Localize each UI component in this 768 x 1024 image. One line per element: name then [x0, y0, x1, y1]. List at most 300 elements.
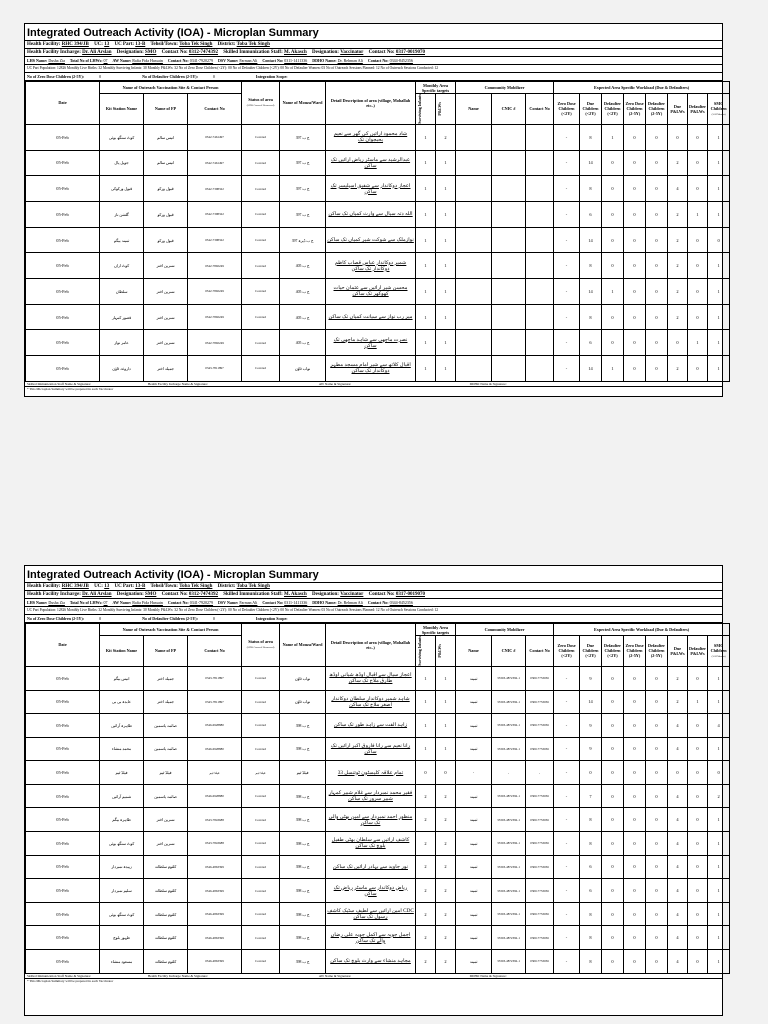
- cell-cm-name: [456, 330, 492, 356]
- cell-mouza: 398 ج ب: [280, 926, 326, 950]
- cell-def-25: 0: [646, 124, 668, 150]
- sheet-title: Integrated Outreach Activity (IOA) - Microplan Summary: [25, 566, 722, 583]
- cell-cnic: [492, 201, 526, 227]
- cell-due-lt2: 8: [580, 124, 602, 150]
- cell-area-desc: مجاہد منشاء سے وارث بلوچ تک ساکن: [326, 950, 416, 974]
- cell-def-plw: 0: [688, 714, 708, 738]
- cell-contact: 0343-7843688: [188, 808, 242, 832]
- cell-zd-lt2: -: [554, 902, 580, 926]
- cell-cnic: [492, 304, 526, 330]
- cell-mouza: 398 ج ب: [280, 879, 326, 903]
- cell-surviving-infants: 1: [416, 176, 436, 202]
- cell-due-lt2: 9: [580, 666, 602, 690]
- cell-kit-station: گلشن ناز: [100, 201, 144, 227]
- cell-cnic: 33303-4872392-1: [492, 879, 526, 903]
- cell-plws: 1: [436, 176, 456, 202]
- cell-def-lt2: 1: [602, 356, 624, 382]
- cell-date: 05-Feb: [26, 124, 100, 150]
- cell-cnic: 33303-4872392-1: [492, 666, 526, 690]
- cell-cm-contact: 0300-7753036: [526, 855, 554, 879]
- cell-def-plw: 0: [688, 855, 708, 879]
- cell-surviving-infants: 1: [416, 666, 436, 690]
- cell-smc: 0: [708, 761, 730, 785]
- cell-cm-name: [456, 150, 492, 176]
- cell-surviving-infants: 2: [416, 832, 436, 856]
- cell-plws: 1: [436, 150, 456, 176]
- cell-kit-station: زبیدہ نمبردار: [100, 855, 144, 879]
- cell-mouza: نواب ٹاؤن: [280, 356, 326, 382]
- cell-area-desc: شاد محمود ارائیں کی گھر سے نعیم بحبجوان تک: [326, 124, 416, 150]
- table-body: [26, 666, 730, 973]
- cell-plws: 1: [436, 304, 456, 330]
- cell-contact: 0342-7398322: [188, 176, 242, 202]
- cell-cnic: 33303-4872392-1: [492, 808, 526, 832]
- cell-cnic: [492, 330, 526, 356]
- col-zd-lt2: Zero Dose Children (<2Y): [554, 94, 580, 125]
- cell-date: 05-Feb: [26, 330, 100, 356]
- cell-fp-name: جمیلہ اختر: [144, 690, 188, 714]
- cell-status: Covered: [242, 902, 280, 926]
- cell-contact: 0342-7892249: [188, 304, 242, 330]
- col-cm-name: Name: [456, 636, 492, 667]
- cell-contact: 0342-7398322: [188, 227, 242, 253]
- cell-kit-station: کوٹ سنگھ بوئی: [100, 832, 144, 856]
- cell-date: 05-Feb: [26, 737, 100, 761]
- cell-status: Covered: [242, 666, 280, 690]
- cell-cnic: [492, 253, 526, 279]
- cell-date: 05-Feb: [26, 304, 100, 330]
- cell-due-lt2: 14: [580, 227, 602, 253]
- cell-def-25: 0: [646, 714, 668, 738]
- cell-surviving-infants: 0: [416, 761, 436, 785]
- table-row: [26, 690, 730, 714]
- cell-cm-contact: 0300-7753036: [526, 714, 554, 738]
- cell-def-plw: 0: [688, 926, 708, 950]
- cell-contact: 0342-7892249: [188, 279, 242, 305]
- cell-zd-lt2: -: [554, 356, 580, 382]
- cell-status: Covered: [242, 950, 280, 974]
- col-contact: Contact No: [188, 94, 242, 125]
- cell-due-lt2: 14: [580, 690, 602, 714]
- cell-fp-name: کلثوم سلطانہ: [144, 902, 188, 926]
- col-area-desc: Detail Description of area (village, Mohallah etc..): [326, 624, 416, 667]
- cell-mouza: 398 ج ب: [280, 832, 326, 856]
- cell-area-desc: نصرت ماچھی سے شاہد ماچھی تک ساکن: [326, 330, 416, 356]
- cell-def-plw: 0: [688, 124, 708, 150]
- cell-fp-name: قبول ورکو: [144, 176, 188, 202]
- cell-due-lt2: 8: [580, 304, 602, 330]
- population-line: UC Part Population: 12826 Monthly Live Births: 32 Monthly Surviving Infants: 30 Monthly P&LWs: 32 No of Zero Dose Children (<2Y): 00 No of Defaulter Children (<2Y): 00 No of Defaulter Women: 03 No of Outreach Sessions Planned: 12 No of Outreach Sessions Conducted: 12: [25, 607, 722, 615]
- table-row: [26, 176, 730, 202]
- incharge-line: Health Facility Incharge: Dr. Ali Arslan Designation: SMO Contact No: 0312-7474392 Skilled Immunization Staff: M. Akasch Designation: Vaccinator Contact No: 0317-0019070: [25, 591, 722, 599]
- cell-cm-name: ثمینہ: [456, 855, 492, 879]
- col-due-lt2: Due Children (<2Y): [580, 636, 602, 667]
- cell-cnic: [492, 227, 526, 253]
- cell-contact: 0343-7811897: [188, 690, 242, 714]
- cell-due-plw: 2: [668, 666, 688, 690]
- cell-def-25: 0: [646, 832, 668, 856]
- cell-smc: 1: [708, 330, 730, 356]
- cell-due-lt2: 8: [580, 926, 602, 950]
- cell-cnic: [492, 150, 526, 176]
- cell-date: 05-Feb: [26, 279, 100, 305]
- cell-zd-25: 0: [624, 356, 646, 382]
- cell-smc: 4: [708, 714, 730, 738]
- col-mouza: Name of Mouza/Ward: [280, 624, 326, 667]
- cell-due-plw: 0: [668, 124, 688, 150]
- cell-area-desc: ریاض دوکاندار سے ماسٹر ریاض تک ساکن: [326, 879, 416, 903]
- cell-def-25: 0: [646, 253, 668, 279]
- cell-zd-lt2: -: [554, 690, 580, 714]
- table-row: [26, 666, 730, 690]
- cell-zd-25: 0: [624, 666, 646, 690]
- cell-contact: 0346-6928880: [188, 737, 242, 761]
- cell-status: فیلڈ ٹیم: [242, 761, 280, 785]
- cell-surviving-infants: 1: [416, 714, 436, 738]
- cell-cm-name: ثمینہ: [456, 808, 492, 832]
- cell-smc: 1: [708, 124, 730, 150]
- cell-zd-lt2: -: [554, 714, 580, 738]
- cell-mouza: 397 ج ب: [280, 124, 326, 150]
- cell-due-plw: 2: [668, 150, 688, 176]
- cell-mouza: فیلڈ ٹیم: [280, 761, 326, 785]
- cell-surviving-infants: 2: [416, 784, 436, 808]
- cell-zd-25: 0: [624, 124, 646, 150]
- cell-due-lt2: 9: [580, 714, 602, 738]
- cell-def-25: 0: [646, 690, 668, 714]
- cell-cnic: 33303-4872392-1: [492, 737, 526, 761]
- table-row: [26, 201, 730, 227]
- cell-cm-contact: [526, 150, 554, 176]
- cell-cnic: [492, 176, 526, 202]
- cell-due-plw: 4: [668, 832, 688, 856]
- ddho-signature: DDHO Name & Signature:: [469, 381, 507, 386]
- cell-fp-name: انیس سالم: [144, 124, 188, 150]
- cell-area-desc: عبدالرشید سے ماسٹر ریاض ارائیں تک ساکن: [326, 150, 416, 176]
- cell-def-plw: 1: [688, 201, 708, 227]
- cell-plws: 1: [436, 666, 456, 690]
- cell-area-desc: رانا نعیم سے رانا فاروق اکبر ارائیں تک ساکن: [326, 737, 416, 761]
- cell-kit-station: کوٹ سنگھ بوئی: [100, 124, 144, 150]
- col-cm-contact: Contact No: [526, 94, 554, 125]
- cell-cm-name: [456, 124, 492, 150]
- cell-def-25: 0: [646, 227, 668, 253]
- cell-mouza: 398 ج ب: [280, 808, 326, 832]
- cell-def-plw: 0: [688, 950, 708, 974]
- cell-zd-lt2: -: [554, 761, 580, 785]
- table-row: [26, 304, 730, 330]
- cell-def-25: 0: [646, 879, 668, 903]
- footer-note: * This Microplan Summary will be prepared in each Vaccinator: [25, 386, 722, 391]
- cell-def-lt2: 0: [602, 176, 624, 202]
- cell-due-lt2: 6: [580, 879, 602, 903]
- cell-contact: 0346-4863399: [188, 950, 242, 974]
- cell-status: Covered: [242, 356, 280, 382]
- col-area-desc: Detail Description of area (village, Mohallah etc..): [326, 82, 416, 125]
- cell-cm-contact: [526, 304, 554, 330]
- cell-smc: 1: [708, 926, 730, 950]
- cell-date: 05-Feb: [26, 926, 100, 950]
- cell-area-desc: کاشف ارائیں سے سلطان بھٹی طفیل بلوچ تک ساکن: [326, 832, 416, 856]
- cell-date: 05-Feb: [26, 714, 100, 738]
- cell-plws: 2: [436, 855, 456, 879]
- cell-kit-station: فیلڈ ٹیم: [100, 761, 144, 785]
- cell-surviving-infants: 2: [416, 926, 436, 950]
- cell-plws: 1: [436, 227, 456, 253]
- cell-def-25: 0: [646, 279, 668, 305]
- col-kit-station: Kit Station Name: [100, 94, 144, 125]
- cell-cnic: 33303-4872392-1: [492, 855, 526, 879]
- cell-cm-name: [456, 279, 492, 305]
- cell-def-plw: 0: [688, 902, 708, 926]
- cell-zd-25: 0: [624, 279, 646, 305]
- cell-def-25: 0: [646, 950, 668, 974]
- cell-def-25: 0: [646, 902, 668, 926]
- cell-def-25: 0: [646, 855, 668, 879]
- cell-due-lt2: 14: [580, 279, 602, 305]
- cell-area-desc: اجمل جویہ سے اکمل جویہ علی رضاں والے تک ساکن: [326, 926, 416, 950]
- table-row: [26, 253, 730, 279]
- cell-kit-station: سلیم نمبردار: [100, 879, 144, 903]
- cell-def-plw: 0: [688, 879, 708, 903]
- cell-kit-station: طاہرہ آرائیں: [100, 714, 144, 738]
- cell-smc: 1: [708, 855, 730, 879]
- cell-def-plw: 0: [688, 808, 708, 832]
- cell-cm-name: ثمینہ: [456, 690, 492, 714]
- cell-smc: 0: [708, 227, 730, 253]
- cell-contact: 0342-7461497: [188, 150, 242, 176]
- cell-zd-25: 0: [624, 737, 646, 761]
- cell-cm-name: ثمینہ: [456, 902, 492, 926]
- cell-zd-lt2: -: [554, 666, 580, 690]
- col-due-plw: Due P&LWs: [668, 94, 688, 125]
- cell-zd-25: 0: [624, 926, 646, 950]
- cell-contact: 0343-7843688: [188, 832, 242, 856]
- cell-def-plw: 0: [688, 150, 708, 176]
- cell-date: 05-Feb: [26, 784, 100, 808]
- cell-kit-station: محمد منشاء: [100, 737, 144, 761]
- cell-plws: 2: [436, 832, 456, 856]
- cell-zd-25: 0: [624, 950, 646, 974]
- hf-signature: Health Facility Incharge Name & Signature:: [147, 381, 208, 386]
- cell-fp-name: نسرین اختر: [144, 279, 188, 305]
- cell-fp-name: جمیلہ اختر: [144, 666, 188, 690]
- cell-due-plw: 2: [668, 201, 688, 227]
- cell-mouza: 405 ج ب: [280, 279, 326, 305]
- cell-surviving-infants: 1: [416, 304, 436, 330]
- cell-due-lt2: 14: [580, 356, 602, 382]
- cell-zd-lt2: -: [554, 253, 580, 279]
- cell-cm-name: ثمینہ: [456, 784, 492, 808]
- cell-def-lt2: 0: [602, 808, 624, 832]
- cell-fp-name: صائمہ یاسمین: [144, 714, 188, 738]
- cell-cm-contact: [526, 253, 554, 279]
- cell-status: Covered: [242, 714, 280, 738]
- cell-contact: 0346-6928880: [188, 714, 242, 738]
- cell-zd-25: 0: [624, 761, 646, 785]
- cell-area-desc: تمام علاقہ کلیسٹون ٹوئنسل 33: [326, 761, 416, 785]
- table-row: [26, 926, 730, 950]
- cell-plws: 1: [436, 201, 456, 227]
- cell-date: 05-Feb: [26, 666, 100, 690]
- cell-zd-25: 0: [624, 879, 646, 903]
- cell-due-lt2: 6: [580, 330, 602, 356]
- incharge-line: Health Facility Incharge: Dr. Ali Arslan Designation: SMO Contact No: 0312-7474392 Skilled Immunization Staff: M. Akasch Designation: Vaccinator Contact No: 0317-0019070: [25, 49, 722, 57]
- cell-zd-25: 0: [624, 201, 646, 227]
- cell-def-plw: 0: [688, 253, 708, 279]
- cell-mouza: 405 ج ب: [280, 304, 326, 330]
- cell-date: 05-Feb: [26, 761, 100, 785]
- cell-status: Covered: [242, 227, 280, 253]
- sheet-title: Integrated Outreach Activity (IOA) - Microplan Summary: [25, 24, 722, 41]
- cell-cm-contact: 0300-7753036: [526, 808, 554, 832]
- cell-status: Covered: [242, 855, 280, 879]
- cell-date: 05-Feb: [26, 879, 100, 903]
- cell-cm-contact: 0300-7753036: [526, 737, 554, 761]
- cell-due-plw: 4: [668, 926, 688, 950]
- col-monthly-targets: Monthly Area Specific targets: [416, 624, 456, 636]
- cell-cm-contact: 0300-7753036: [526, 666, 554, 690]
- cell-mouza: 398 ج ب: [280, 902, 326, 926]
- cell-zd-25: 0: [624, 330, 646, 356]
- cell-def-lt2: 0: [602, 902, 624, 926]
- cell-fp-name: فیلڈ ٹیم: [144, 761, 188, 785]
- cell-def-plw: 0: [688, 761, 708, 785]
- cell-plws: 2: [436, 950, 456, 974]
- cell-cm-contact: 0300-7753036: [526, 784, 554, 808]
- cell-zd-lt2: -: [554, 304, 580, 330]
- cell-due-plw: 4: [668, 855, 688, 879]
- cell-zd-lt2: -: [554, 784, 580, 808]
- cell-status: Covered: [242, 879, 280, 903]
- cell-contact: 0342-7461497: [188, 124, 242, 150]
- cell-plws: 1: [436, 330, 456, 356]
- cell-due-lt2: 6: [580, 855, 602, 879]
- cell-mouza: 397 ج ب: [280, 150, 326, 176]
- cell-date: 05-Feb: [26, 150, 100, 176]
- cell-mouza: 398 ج ب: [280, 855, 326, 879]
- cell-plws: 1: [436, 356, 456, 382]
- cell-zd-lt2: -: [554, 124, 580, 150]
- count-line: No of Zero Dose Children (2-5Y): 0 No of Defaulter Children (2-5Y): 0 Integration Scope:: [25, 73, 722, 81]
- cell-def-25: 0: [646, 808, 668, 832]
- cell-due-plw: 2: [668, 356, 688, 382]
- cell-cnic: 33303-4872392-1: [492, 902, 526, 926]
- cell-due-lt2: 8: [580, 832, 602, 856]
- cell-smc: 1: [708, 666, 730, 690]
- cell-surviving-infants: 2: [416, 902, 436, 926]
- table-row: [26, 150, 730, 176]
- ddho-signature: DDHO Name & Signature:: [469, 973, 507, 978]
- cell-zd-25: 0: [624, 227, 646, 253]
- microplan-sheet-2: [24, 565, 727, 1016]
- cell-smc: 1: [708, 356, 730, 382]
- cell-area-desc: شاہد شمیر دوکاندار سلطان دوکاندار اصغر ملاح تک ساکن: [326, 690, 416, 714]
- cell-due-plw: 4: [668, 176, 688, 202]
- cell-due-plw: 4: [668, 714, 688, 738]
- cell-due-lt2: 8: [580, 950, 602, 974]
- cell-contact: 0342-7398322: [188, 201, 242, 227]
- aw-signature: AW Name & Signature:: [318, 381, 352, 386]
- cell-smc: 1: [708, 902, 730, 926]
- cell-smc: 1: [708, 279, 730, 305]
- cell-area-desc: CDC امین ارائیں سے لطیف سٹیک کاشف رسول تک ساکن: [326, 902, 416, 926]
- cell-plws: 1: [436, 714, 456, 738]
- col-def-25: Defaulter Children (2-5Y): [646, 636, 668, 667]
- cell-fp-name: نسرین اختر: [144, 808, 188, 832]
- cell-fp-name: انیس سالم: [144, 150, 188, 176]
- col-surviving-infants: Surviving Infants: [416, 94, 436, 125]
- cell-cm-name: [456, 201, 492, 227]
- cell-date: 05-Feb: [26, 356, 100, 382]
- cell-area-desc: اقبال کلاتھ سے شیر امام مسجد مطہر دوکاندار تک ساکن: [326, 356, 416, 382]
- cell-cm-contact: [526, 201, 554, 227]
- cell-cm-contact: [526, 330, 554, 356]
- cell-date: 05-Feb: [26, 690, 100, 714]
- cell-cm-name: [456, 253, 492, 279]
- cell-status: Covered: [242, 150, 280, 176]
- table-row: [26, 737, 730, 761]
- microplan-table: [25, 81, 730, 382]
- cell-area-desc: الله دتہ سیال سے وارث کمیاں تک ساکن: [326, 201, 416, 227]
- cell-status: Covered: [242, 176, 280, 202]
- cell-def-plw: 0: [688, 832, 708, 856]
- cell-fp-name: صائمہ یاسمین: [144, 784, 188, 808]
- cell-surviving-infants: 1: [416, 124, 436, 150]
- cell-zd-lt2: -: [554, 150, 580, 176]
- cell-def-lt2: 0: [602, 201, 624, 227]
- cell-def-plw: 0: [688, 279, 708, 305]
- cell-fp-name: صائمہ یاسمین: [144, 737, 188, 761]
- col-fp-name: Name of FP: [144, 94, 188, 125]
- col-surviving-infants: Surviving Infants: [416, 636, 436, 667]
- cell-cnic: 33303-4872392-1: [492, 690, 526, 714]
- table-row: [26, 902, 730, 926]
- col-def-plw: Defaulter P&LWs: [688, 636, 708, 667]
- cell-def-plw: 0: [688, 784, 708, 808]
- cell-cm-contact: 0300-7753036: [526, 832, 554, 856]
- cell-contact: 0342-7892249: [188, 253, 242, 279]
- cell-def-lt2: 0: [602, 761, 624, 785]
- cell-kit-station: قصور کمہار: [100, 304, 144, 330]
- facility-line: Health Facility: RHC 394/JB UC: 13 UC Part: 13-B Tehsil/Town: Toba Tek Singh District: Toba Tek Singh: [25, 41, 722, 49]
- table-row: [26, 832, 730, 856]
- cell-contact: فیلڈ ٹیم: [188, 761, 242, 785]
- cell-due-lt2: 8: [580, 253, 602, 279]
- cell-fp-name: نسرین اختر: [144, 253, 188, 279]
- cell-cnic: -: [492, 761, 526, 785]
- cell-kit-station: عابدہ بی بی: [100, 690, 144, 714]
- col-status: Status of area (LHW Covered/ Uncovered): [242, 82, 280, 125]
- cell-date: 05-Feb: [26, 227, 100, 253]
- cell-area-desc: اعجاز دوکاندار سے شفیق اسپلیسر تک ساکن: [326, 176, 416, 202]
- cell-plws: 1: [436, 737, 456, 761]
- footer-note: * This Microplan Summary will be prepared in each Vaccinator: [25, 978, 722, 983]
- col-workload: Expected Area Specific Workload (Due & Defaulters): [554, 624, 730, 636]
- cell-due-plw: 4: [668, 879, 688, 903]
- cell-surviving-infants: 1: [416, 227, 436, 253]
- cell-zd-25: 0: [624, 690, 646, 714]
- cell-due-plw: 4: [668, 784, 688, 808]
- cell-cm-contact: 0300-7753036: [526, 926, 554, 950]
- cell-mouza: نواب ٹاؤن: [280, 666, 326, 690]
- cell-smc: 1: [708, 950, 730, 974]
- cell-def-plw: 0: [688, 737, 708, 761]
- cell-def-lt2: 1: [602, 124, 624, 150]
- cell-smc: 1: [708, 737, 730, 761]
- col-zd-25: Zero Dose Children (2-5Y): [624, 636, 646, 667]
- cell-def-lt2: 0: [602, 150, 624, 176]
